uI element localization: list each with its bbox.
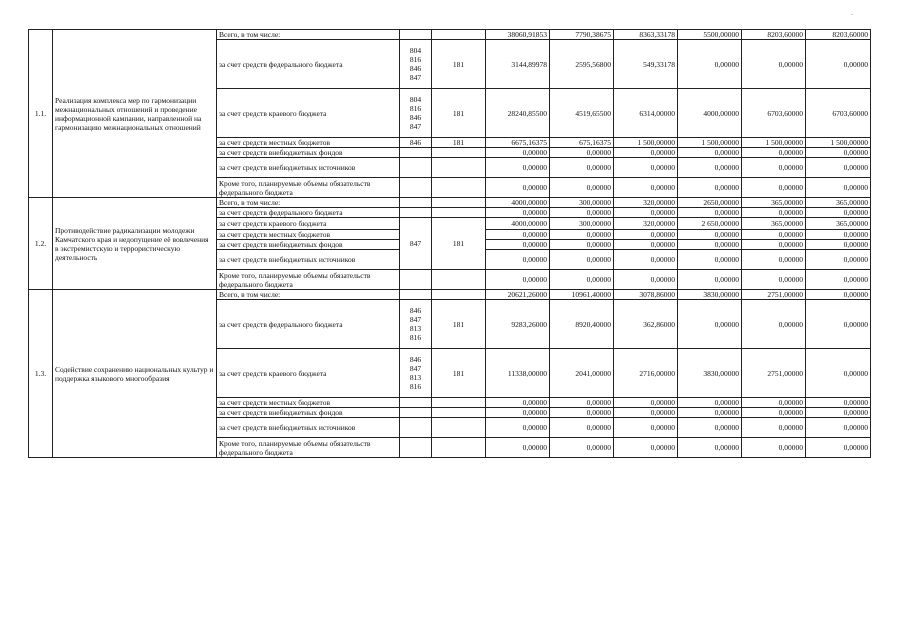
amount-cell: 300,00000 xyxy=(550,218,614,230)
funding-source-label: за счет средств федерального бюджета xyxy=(217,40,400,89)
amount-cell: 0,00000 xyxy=(614,250,678,270)
amount-cell: 0,00000 xyxy=(614,408,678,418)
table-row xyxy=(29,30,871,40)
amount-cell: 0,00000 xyxy=(742,250,806,270)
amount-cell: 2650,00000 xyxy=(678,198,742,208)
table-row xyxy=(29,198,871,208)
budget-code: 816 xyxy=(409,333,422,342)
amount-cell: 0,00000 xyxy=(614,240,678,250)
amount-cell: 0,00000 xyxy=(678,250,742,270)
amount-cell: 0,00000 xyxy=(806,40,871,89)
amount-cell: 0,00000 xyxy=(550,208,614,218)
amount-cell: 0,00000 xyxy=(614,438,678,458)
amount-cell: 362,86000 xyxy=(614,300,678,349)
budget-code-cell xyxy=(400,418,432,438)
amount-cell: 6703,60000 xyxy=(806,89,871,138)
amount-cell: 0,00000 xyxy=(550,240,614,250)
budget-code-cell xyxy=(400,349,432,398)
amount-cell: 0,00000 xyxy=(614,230,678,240)
amount-cell: 0,00000 xyxy=(486,418,550,438)
amount-cell: 5500,00000 xyxy=(678,30,742,40)
amount-cell: 0,00000 xyxy=(678,408,742,418)
amount-cell: 4000,00000 xyxy=(486,218,550,230)
amount-cell: 2751,00000 xyxy=(742,349,806,398)
amount-cell: 365,00000 xyxy=(806,198,871,208)
budget-code-cell xyxy=(400,158,432,178)
budget-code: 816 xyxy=(409,55,422,64)
amount-cell: 0,00000 xyxy=(486,158,550,178)
amount-cell: 0,00000 xyxy=(678,300,742,349)
amount-cell: 0,00000 xyxy=(486,270,550,290)
amount-cell: 0,00000 xyxy=(806,300,871,349)
budget-code-cell-2 xyxy=(432,418,486,438)
funding-source-label: Кроме того, планируемые объемы обязательств федерального бюджета xyxy=(217,270,400,290)
amount-cell: 9283,26000 xyxy=(486,300,550,349)
funding-source-label: за счет средств федерального бюджета xyxy=(217,300,400,349)
budget-table xyxy=(28,29,871,458)
budget-code: 813 xyxy=(409,324,422,333)
funding-source-label: за счет средств краевого бюджета xyxy=(217,349,400,398)
amount-cell: 0,00000 xyxy=(806,158,871,178)
amount-cell: 0,00000 xyxy=(550,398,614,408)
amount-cell: 8920,40000 xyxy=(550,300,614,349)
budget-code: 847 xyxy=(409,122,422,131)
budget-code-cell-2 xyxy=(432,208,486,218)
amount-cell: 0,00000 xyxy=(550,438,614,458)
funding-source-label: за счет средств местных бюджетов xyxy=(217,398,400,408)
amount-cell: 0,00000 xyxy=(678,230,742,240)
section-title: Реализация комплекса мер по гармонизации межнациональных отношений и проведение информационной кампании, направленной на гармонизацию межнациональных отношений xyxy=(53,30,217,198)
budget-code-cell: 847 xyxy=(400,218,432,270)
budget-code-cell-2 xyxy=(432,290,486,300)
amount-cell: 0,00000 xyxy=(486,230,550,240)
amount-cell: 0,00000 xyxy=(806,148,871,158)
budget-code-cell-2 xyxy=(432,30,486,40)
amount-cell: 0,00000 xyxy=(806,230,871,240)
budget-code-cell-2 xyxy=(432,178,486,198)
budget-code-cell-2 xyxy=(432,198,486,208)
amount-cell: 0,00000 xyxy=(486,408,550,418)
amount-cell: 0,00000 xyxy=(806,250,871,270)
amount-cell: 0,00000 xyxy=(806,349,871,398)
budget-code: 816 xyxy=(409,382,422,391)
budget-code: 804 xyxy=(409,95,422,104)
amount-cell: 320,00000 xyxy=(614,198,678,208)
amount-cell: 7790,38675 xyxy=(550,30,614,40)
funding-source-label: за счет средств внебюджетных источников xyxy=(217,158,400,178)
amount-cell: 0,00000 xyxy=(742,408,806,418)
amount-cell: 0,00000 xyxy=(614,398,678,408)
amount-cell: 38060,91853 xyxy=(486,30,550,40)
budget-code-cell xyxy=(400,89,432,138)
amount-cell: 2041,00000 xyxy=(550,349,614,398)
funding-source-label: за счет средств внебюджетных фондов xyxy=(217,148,400,158)
funding-source-label: Всего, в том числе: xyxy=(217,198,400,208)
amount-cell: 0,00000 xyxy=(550,250,614,270)
funding-source-label: Всего, в том числе: xyxy=(217,30,400,40)
amount-cell: 0,00000 xyxy=(550,230,614,240)
budget-code-cell xyxy=(400,398,432,408)
amount-cell: 0,00000 xyxy=(550,158,614,178)
funding-source-label: за счет средств внебюджетных фондов xyxy=(217,408,400,418)
amount-cell: 0,00000 xyxy=(678,148,742,158)
amount-cell: 0,00000 xyxy=(806,418,871,438)
amount-cell: 0,00000 xyxy=(742,398,806,408)
funding-source-label: за счет средств федерального бюджета xyxy=(217,208,400,218)
amount-cell: 0,00000 xyxy=(614,158,678,178)
amount-cell: 1 500,00000 xyxy=(742,138,806,148)
amount-cell: 11338,00000 xyxy=(486,349,550,398)
amount-cell: 0,00000 xyxy=(678,40,742,89)
amount-cell: 0,00000 xyxy=(550,270,614,290)
amount-cell: 0,00000 xyxy=(806,208,871,218)
budget-code: 847 xyxy=(409,315,422,324)
amount-cell: 0,00000 xyxy=(678,240,742,250)
budget-code-cell xyxy=(400,270,432,290)
budget-code-cell-2 xyxy=(432,438,486,458)
budget-code-cell xyxy=(400,40,432,89)
amount-cell: 8203,60000 xyxy=(806,30,871,40)
budget-code: 847 xyxy=(409,364,422,373)
amount-cell: 0,00000 xyxy=(742,40,806,89)
amount-cell: 0,00000 xyxy=(550,418,614,438)
scan-mark: . xyxy=(851,8,853,17)
budget-code-cell-2: 181 xyxy=(432,349,486,398)
amount-cell: 0,00000 xyxy=(486,240,550,250)
budget-code-cell-2: 181 xyxy=(432,138,486,148)
amount-cell: 0,00000 xyxy=(678,398,742,408)
table-row xyxy=(29,290,871,300)
amount-cell: 0,00000 xyxy=(614,208,678,218)
funding-source-label: Кроме того, планируемые объемы обязательств федерального бюджета xyxy=(217,438,400,458)
amount-cell: 0,00000 xyxy=(806,178,871,198)
funding-source-label: за счет средств местных бюджетов xyxy=(217,230,400,240)
amount-cell: 6314,00000 xyxy=(614,89,678,138)
budget-code-cell xyxy=(400,208,432,218)
amount-cell: 365,00000 xyxy=(742,218,806,230)
amount-cell: 28240,85500 xyxy=(486,89,550,138)
amount-cell: 0,00000 xyxy=(550,408,614,418)
amount-cell: 0,00000 xyxy=(486,148,550,158)
section-index: 1.1. xyxy=(29,30,53,198)
amount-cell: 365,00000 xyxy=(806,218,871,230)
section-index: 1.3. xyxy=(29,290,53,458)
amount-cell: 0,00000 xyxy=(742,270,806,290)
amount-cell: 0,00000 xyxy=(806,398,871,408)
amount-cell: 2595,56800 xyxy=(550,40,614,89)
budget-code-cell-2: 181 xyxy=(432,300,486,349)
budget-code-cell xyxy=(400,30,432,40)
amount-cell: 0,00000 xyxy=(742,240,806,250)
amount-cell: 3144,89978 xyxy=(486,40,550,89)
amount-cell: 8203,60000 xyxy=(742,30,806,40)
funding-source-label: за счет средств краевого бюджета xyxy=(217,89,400,138)
amount-cell: 0,00000 xyxy=(742,208,806,218)
amount-cell: 300,00000 xyxy=(550,198,614,208)
funding-source-label: за счет средств внебюджетных фондов xyxy=(217,240,400,250)
amount-cell: 0,00000 xyxy=(614,178,678,198)
amount-cell: 0,00000 xyxy=(614,418,678,438)
amount-cell: 4000,00000 xyxy=(678,89,742,138)
amount-cell: 0,00000 xyxy=(486,208,550,218)
amount-cell: 2716,00000 xyxy=(614,349,678,398)
budget-code: 846 xyxy=(409,355,422,364)
budget-code-cell-2: 181 xyxy=(432,40,486,89)
amount-cell: 0,00000 xyxy=(486,438,550,458)
budget-code: 846 xyxy=(409,64,422,73)
amount-cell: 0,00000 xyxy=(742,300,806,349)
amount-cell: 365,00000 xyxy=(742,198,806,208)
amount-cell: 0,00000 xyxy=(742,418,806,438)
amount-cell: 0,00000 xyxy=(742,178,806,198)
amount-cell: 0,00000 xyxy=(486,398,550,408)
amount-cell: 320,00000 xyxy=(614,218,678,230)
funding-source-label: за счет средств местных бюджетов xyxy=(217,138,400,148)
amount-cell: 3078,86000 xyxy=(614,290,678,300)
budget-code-cell xyxy=(400,300,432,349)
amount-cell: 4519,65500 xyxy=(550,89,614,138)
amount-cell: 0,00000 xyxy=(806,438,871,458)
funding-source-label: за счет средств внебюджетных источников xyxy=(217,418,400,438)
funding-source-label: за счет средств внебюджетных источников xyxy=(217,250,400,270)
amount-cell: 2751,00000 xyxy=(742,290,806,300)
budget-code-cell-2 xyxy=(432,270,486,290)
amount-cell: 0,00000 xyxy=(486,178,550,198)
amount-cell: 6703,60000 xyxy=(742,89,806,138)
amount-cell: 0,00000 xyxy=(614,270,678,290)
funding-source-label: Кроме того, планируемые объемы обязательств федерального бюджета xyxy=(217,178,400,198)
amount-cell: 0,00000 xyxy=(806,240,871,250)
section-title: Содействие сохранению национальных культур и поддержка языкового многообразия xyxy=(53,290,217,458)
budget-code-cell-2: 181 xyxy=(432,89,486,138)
budget-code-cell xyxy=(400,408,432,418)
budget-code-cell xyxy=(400,290,432,300)
amount-cell: 0,00000 xyxy=(678,208,742,218)
amount-cell: 8363,33178 xyxy=(614,30,678,40)
funding-source-label: Всего, в том числе: xyxy=(217,290,400,300)
budget-code: 804 xyxy=(409,46,422,55)
amount-cell: 0,00000 xyxy=(486,250,550,270)
amount-cell: 0,00000 xyxy=(742,158,806,178)
budget-code: 847 xyxy=(409,73,422,82)
budget-code-cell xyxy=(400,178,432,198)
budget-code-cell-2 xyxy=(432,408,486,418)
amount-cell: 0,00000 xyxy=(550,148,614,158)
amount-cell: 0,00000 xyxy=(806,290,871,300)
amount-cell: 10961,40000 xyxy=(550,290,614,300)
amount-cell: 1 500,00000 xyxy=(806,138,871,148)
budget-code: 846 xyxy=(409,306,422,315)
amount-cell: 4000,00000 xyxy=(486,198,550,208)
amount-cell: 0,00000 xyxy=(678,158,742,178)
budget-code-cell-2 xyxy=(432,158,486,178)
budget-code-cell-2 xyxy=(432,148,486,158)
budget-code: 846 xyxy=(409,113,422,122)
amount-cell: 20621,26000 xyxy=(486,290,550,300)
budget-code-cell xyxy=(400,438,432,458)
budget-code-cell xyxy=(400,148,432,158)
section-title: Противодействие радикализации молодежи Камчатского края и недопущение её вовлечения в экстремистскую и террористическую деятельность xyxy=(53,198,217,290)
amount-cell: 0,00000 xyxy=(806,270,871,290)
budget-code-cell-2: 181 xyxy=(432,218,486,270)
amount-cell: 0,00000 xyxy=(806,408,871,418)
amount-cell: 0,00000 xyxy=(742,148,806,158)
amount-cell: 0,00000 xyxy=(678,178,742,198)
amount-cell: 3830,00000 xyxy=(678,290,742,300)
funding-source-label: за счет средств краевого бюджета xyxy=(217,218,400,230)
amount-cell: 675,16375 xyxy=(550,138,614,148)
budget-code: 816 xyxy=(409,104,422,113)
amount-cell: 6675,16375 xyxy=(486,138,550,148)
amount-cell: 0,00000 xyxy=(742,438,806,458)
amount-cell: 0,00000 xyxy=(614,148,678,158)
amount-cell: 2 650,00000 xyxy=(678,218,742,230)
budget-code-cell xyxy=(400,138,432,148)
amount-cell: 0,00000 xyxy=(678,438,742,458)
amount-cell: 1 500,00000 xyxy=(678,138,742,148)
amount-cell: 0,00000 xyxy=(678,270,742,290)
budget-code: 846 xyxy=(409,138,422,147)
amount-cell: 3830,00000 xyxy=(678,349,742,398)
budget-code-cell-2 xyxy=(432,398,486,408)
budget-code-cell xyxy=(400,198,432,208)
section-index: 1.2. xyxy=(29,198,53,290)
amount-cell: 549,33178 xyxy=(614,40,678,89)
budget-code: 813 xyxy=(409,373,422,382)
amount-cell: 0,00000 xyxy=(678,418,742,438)
amount-cell: 1 500,00000 xyxy=(614,138,678,148)
amount-cell: 0,00000 xyxy=(550,178,614,198)
amount-cell: 0,00000 xyxy=(742,230,806,240)
